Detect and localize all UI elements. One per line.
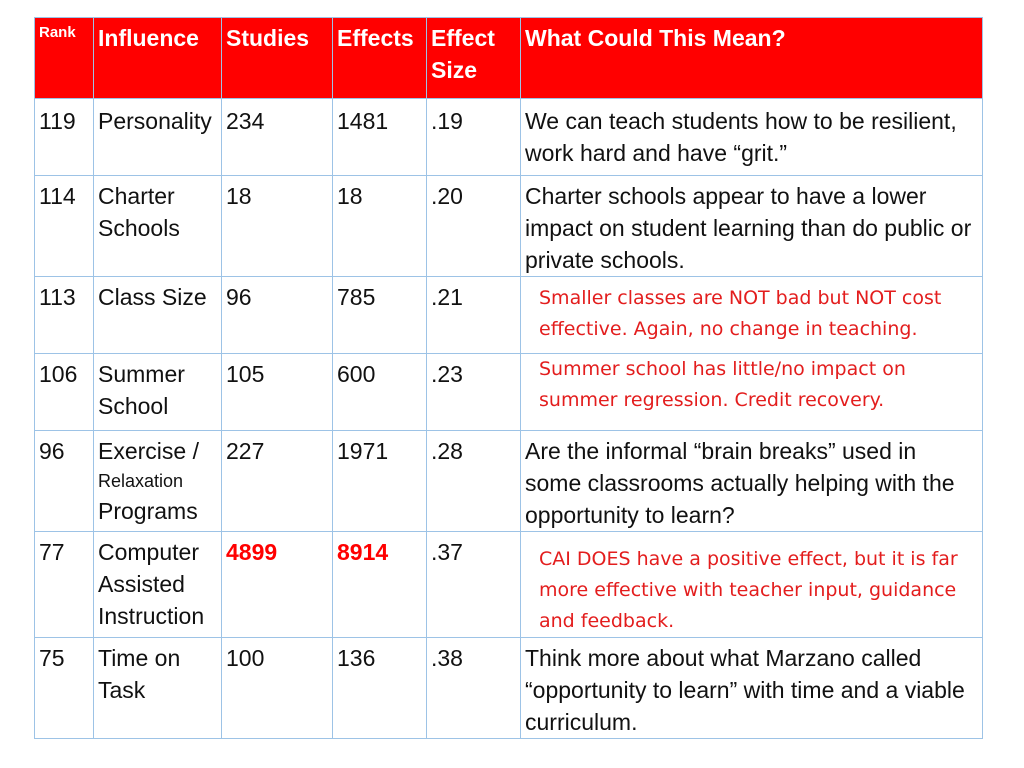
rank-cell: 119 <box>35 99 94 176</box>
rank-cell: 113 <box>35 277 94 354</box>
meaning-note: Summer school has little/no impact on summer regression. Credit recovery. <box>539 358 906 411</box>
rank-cell: 114 <box>35 176 94 277</box>
studies-cell: 96 <box>222 277 333 354</box>
header-effects: Effects <box>333 18 427 99</box>
table-row <box>35 354 983 431</box>
effect-size-cell: .28 <box>427 431 521 532</box>
table-row <box>35 99 983 176</box>
effects-cell: 18 <box>333 176 427 277</box>
meaning-note: Smaller classes are NOT bad but NOT cost effective. Again, no change in teaching. <box>539 287 942 340</box>
effect-size-cell: .21 <box>427 277 521 354</box>
meaning-cell: Charter schools appear to have a lower impact on student learning than do public or private schools. <box>521 176 983 277</box>
influence-cell: Charter Schools <box>94 176 222 277</box>
effects-cell: 136 <box>333 638 427 739</box>
influence-cell: Personality <box>94 99 222 176</box>
meaning-cell: We can teach students how to be resilient, work hard and have “grit.” <box>521 99 983 176</box>
studies-cell: 100 <box>222 638 333 739</box>
meaning-cell: Think more about what Marzano called “opportunity to learn” with time and a viable curriculum. <box>521 638 983 739</box>
influence-cell <box>94 431 222 532</box>
rank-cell: 75 <box>35 638 94 739</box>
influence-line: Exercise / <box>98 438 199 464</box>
table-row <box>35 638 983 739</box>
studies-cell: 105 <box>222 354 333 431</box>
header-influence: Influence <box>94 18 222 99</box>
header-meaning: What Could This Mean? <box>521 18 983 99</box>
effects-cell: 1971 <box>333 431 427 532</box>
studies-cell: 18 <box>222 176 333 277</box>
effects-cell: 600 <box>333 354 427 431</box>
studies-cell: 4899 <box>222 532 333 638</box>
effects-cell: 8914 <box>333 532 427 638</box>
meaning-cell <box>521 532 983 638</box>
effect-size-cell: .19 <box>427 99 521 176</box>
effects-cell: 785 <box>333 277 427 354</box>
meaning-cell <box>521 354 983 431</box>
header-effect-size: Effect Size <box>427 18 521 99</box>
header-row <box>35 18 983 99</box>
studies-cell: 227 <box>222 431 333 532</box>
effect-size-cell: .23 <box>427 354 521 431</box>
table-row <box>35 277 983 354</box>
table-row <box>35 431 983 532</box>
influence-cell: Class Size <box>94 277 222 354</box>
studies-cell: 234 <box>222 99 333 176</box>
influence-line: Relaxation <box>98 471 184 491</box>
table-row <box>35 176 983 277</box>
effect-size-cell: .37 <box>427 532 521 638</box>
rank-cell: 106 <box>35 354 94 431</box>
rank-cell: 77 <box>35 532 94 638</box>
meaning-note: CAI DOES have a positive effect, but it is far more effective with teacher input, guidance and feedback. <box>539 548 958 632</box>
meaning-cell: Are the informal “brain breaks” used in some classrooms actually helping with the opportunity to learn? <box>521 431 983 532</box>
meaning-cell <box>521 277 983 354</box>
influence-table <box>34 17 983 739</box>
rank-cell: 96 <box>35 431 94 532</box>
effect-size-cell: .38 <box>427 638 521 739</box>
influence-line: Programs <box>98 498 198 524</box>
header-studies: Studies <box>222 18 333 99</box>
influence-cell: Time on Task <box>94 638 222 739</box>
header-rank: Rank <box>35 18 94 99</box>
effects-cell: 1481 <box>333 99 427 176</box>
table-row <box>35 532 983 638</box>
influence-cell: Summer School <box>94 354 222 431</box>
influence-cell: Computer Assisted Instruction <box>94 532 222 638</box>
effect-size-cell: .20 <box>427 176 521 277</box>
